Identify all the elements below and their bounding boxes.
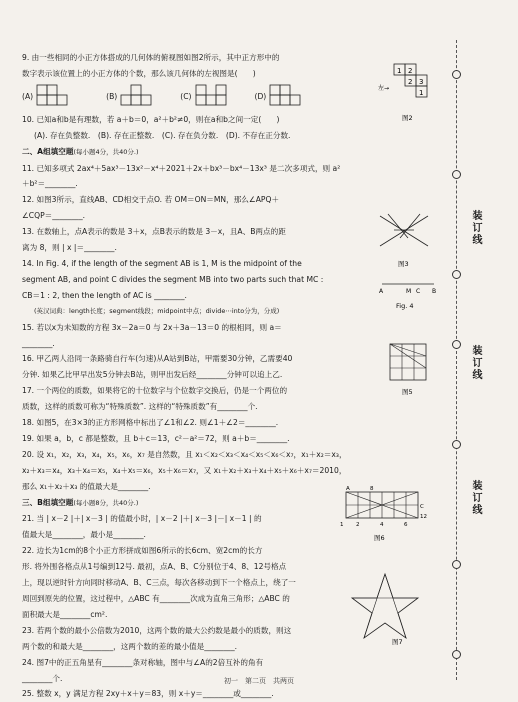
grid-number: 1 — [397, 67, 402, 75]
q10: 10. 已知a和b是有理数，若 a＋b＝0，a²＋b²≠0，则在a和b之间一定( ) — [22, 114, 280, 124]
q20-line1: 20. 设 x₁，x₂，x₃，x₄，x₅，x₆，x₇ 是自然数，且 x₁＜x₂＜x₃＜x₄＜x₅＜x₆＜x₇，x₁＋x₂＝x₃， — [22, 449, 347, 459]
q9-line1: 9. 由一些相同的小正方体搭成的几何体的俯视图如图2所示，其中正方形中的 — [22, 53, 280, 62]
q22-line3: 上，现以逆时针方向同时移动A、B、C三点，每次各移动到下一个格点上，绕了一 — [22, 578, 296, 588]
q24-line2: ________个. — [22, 673, 63, 683]
binding-hole — [452, 340, 461, 349]
figure-label: 图6 — [374, 534, 385, 542]
q18: 18. 如图5，在3×3的正方形网格中标出了∠1和∠2. 则∠1＋∠2＝________. — [22, 418, 279, 428]
fig6-number: 2 — [356, 522, 360, 528]
q14-line3: CB＝1 : 2, then the length of AC is ________. — [22, 290, 187, 300]
binding-hole — [452, 70, 461, 79]
q15-line2: ________. — [22, 338, 55, 348]
fig6-number: 1 — [340, 522, 344, 528]
q25: 25. 整数 x，y 满足方程 2xy＋x＋y＝83，则 x＋y＝________或________. — [22, 689, 274, 699]
fig4-point: C — [416, 288, 421, 295]
questions-column — [22, 50, 422, 702]
figure-label: 图3 — [398, 260, 409, 268]
q24-line1: 24. 图7中的正五角星有________条对称轴，图中与∠A的2倍互补的角有 — [22, 657, 264, 667]
q17-line1: 17. 一个两位的质数，如果将它的十位数字与个位数字交换后，仍是一个两位的 — [22, 386, 288, 396]
q21-line2: 值最大是________，最小是________. — [22, 530, 146, 540]
q16-line1: 16. 甲乙两人沿同一条路骑自行车(匀速)从A站到B站，甲需要30分钟，乙需要40 — [22, 354, 293, 364]
grid-number: 1 — [419, 89, 424, 97]
fig6-number: 8 — [370, 486, 374, 492]
figure-label: 图5 — [402, 388, 413, 396]
q19: 19. 如果 a，b，c 都是整数，且 b＋c＝13，c²－a²＝72，则 a＋b＝________. — [22, 433, 290, 443]
section-a-title: 二、A组填空题(每小题4分，共40分.) — [22, 146, 139, 156]
fig4-point: B — [432, 288, 437, 295]
binding-text: 装订线 — [470, 480, 481, 516]
binding-text: 装订线 — [470, 345, 481, 381]
figure-label: 图7 — [392, 638, 403, 646]
binding-hole — [452, 440, 461, 449]
q12-line2: ∠CQP＝________. — [22, 211, 86, 221]
grid-number: 2 — [408, 67, 413, 75]
q13-line2: 离为 8，则 | x |＝________. — [22, 243, 117, 253]
q22-line2: 形. 将外围各格点从1号编到12号. 最初，点A、B、C分别位于4、8、12号格点 — [22, 562, 287, 572]
q20-line3: 那么 x₁＋x₂＋x₃ 的值最大是________. — [22, 481, 151, 491]
q14-line1: 14. In Fig. 4, if the length of the segment AB is 1, M is the midpoint of the — [22, 258, 302, 268]
q12-line1: 12. 如图3所示，直线AB、CD相交于点O. 若 OM＝ON＝MN，那么∠APQ＋ — [22, 195, 280, 205]
q22-line4: 周回到原先的位置，这过程中，△ABC 有________次成为直角三角形；△ABC 的 — [22, 594, 290, 603]
figure-label: Fig. 4 — [396, 302, 414, 310]
q17-line2: 质数，这样的质数可称为“特殊质数”. 这样的“特殊质数”有________个. — [22, 402, 258, 412]
q13-line1: 13. 在数轴上，点A表示的数是 3＋x，点B表示的数是 3－x，且A、B两点的距 — [22, 227, 286, 237]
fig6-letter: C — [420, 504, 424, 510]
page-footer: 初一 第二页 共两页 — [224, 677, 294, 685]
q23-line2: 两个数的和最大是________，这两个数的差的最小值是________. — [22, 641, 238, 651]
q14-line2: segment AB, and point C divides the segment MB into two parts such that MC : — [22, 274, 324, 284]
q11-line2: ＋b²＝________. — [22, 179, 78, 189]
binding-text: 装订线 — [470, 210, 481, 246]
fig4-point: M — [406, 288, 412, 295]
grid-number: 2 — [408, 78, 413, 86]
q10-options: (A). 存在负整数. (B). 存在正整数. (C). 存在负分数. (D). 不存在正分数. — [34, 130, 291, 140]
q9-line2: 数字表示该位置上的小正方体的个数，那么该几何体的左视图是( ) — [22, 68, 256, 78]
binding-hole — [452, 170, 461, 179]
grid-number: 3 — [419, 78, 424, 86]
q9-options — [22, 82, 422, 112]
q23-line1: 23. 若两个数的最小公倍数为2010，这两个数的最大公约数是最小的质数，则这 — [22, 625, 292, 635]
fig6-letter: A — [346, 486, 350, 492]
binding-hole — [452, 560, 461, 569]
q21-line1: 21. 当 | x－2 |＋| x－3 | 的值最小时，| x－2 |＋| x－3 |－| x－1 | 的 — [22, 514, 262, 524]
q11-line1: 11. 已知多项式 2ax⁴＋5ax³－13x²－x⁴＋2021＋2x＋bx³－bx⁴－13x³ 是二次多项式，则 a² — [22, 163, 341, 173]
q14-note: (英汉词典：length长度；segment线段；midpoint中点；divide⋯into分为，分成) — [34, 306, 280, 315]
q22-line1: 22. 边长为1cm的8个小正方形拼成如图6所示的长6cm、宽2cm的长方 — [22, 546, 263, 556]
q22-line5: 面积最大是________cm². — [22, 609, 108, 619]
fig6-number: 4 — [380, 522, 384, 528]
q9-option-a[interactable]: (A) — [22, 84, 96, 110]
fig4-point: A — [379, 288, 384, 295]
binding-hole — [452, 270, 461, 279]
q20-line2: x₂＋x₃＝x₄，x₃＋x₄＝x₅，x₄＋x₅＝x₆，x₅＋x₆＝x₇，又 x₁＋x₂＋x₃＋x₄＋x₅＋x₆＋x₇＝2010， — [22, 465, 347, 475]
binding-dashed-line — [456, 40, 457, 680]
q9-option-d[interactable]: (D) — [255, 84, 320, 110]
fig6-number: 12 — [420, 514, 427, 520]
figure-label: 图2 — [402, 114, 413, 122]
q16-line2: 分钟. 如果乙比甲早出发5分钟去B站，则甲出发后经________分钟可以追上乙. — [22, 370, 283, 380]
fig6-number: 6 — [404, 522, 408, 528]
q15-line1: 15. 若以x为未知数的方程 3x－2a＝0 与 2x＋3a－13＝0 的根相同，则 a＝ — [22, 322, 282, 332]
section-b-title: 三、B组填空题(每小题8分，共40分.) — [22, 497, 139, 507]
binding-hole — [452, 650, 461, 659]
q9-option-c[interactable]: (C) — [180, 84, 244, 110]
left-arrow-label: 左→ — [378, 85, 390, 92]
q9-option-b[interactable]: (B) — [106, 84, 170, 110]
